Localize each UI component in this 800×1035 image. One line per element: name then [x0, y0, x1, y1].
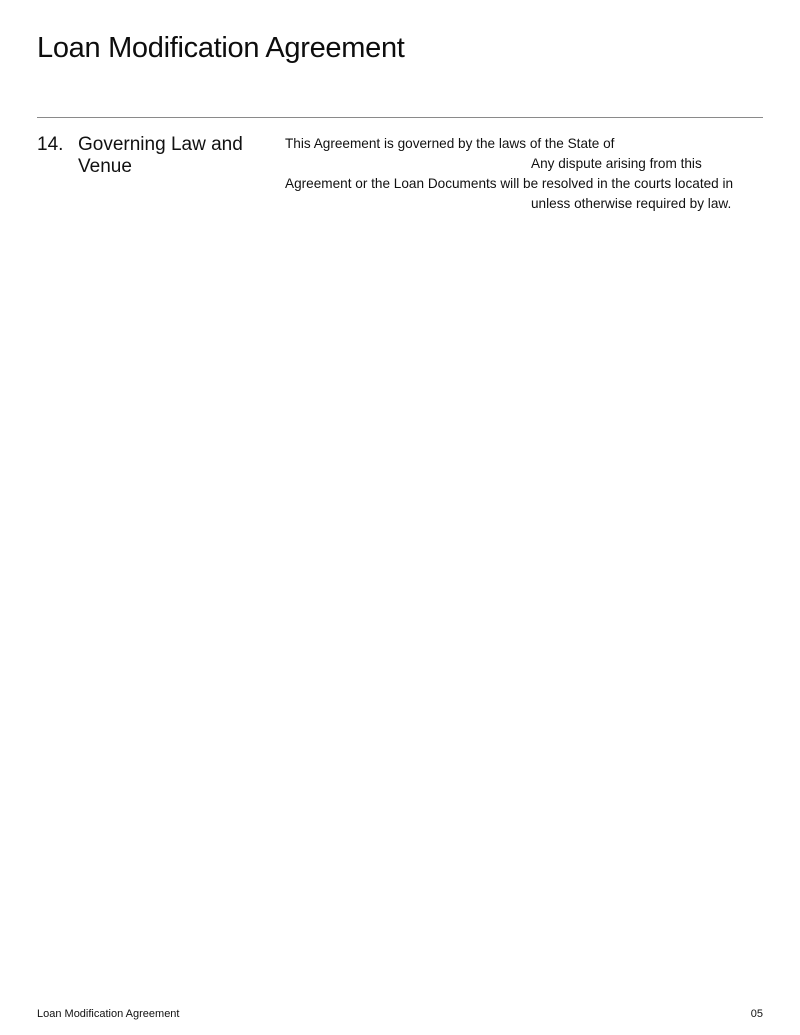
page-title: Loan Modification Agreement — [37, 32, 405, 64]
body-text: This Agreement is governed by the laws of the State of — [285, 136, 615, 151]
body-line-1 — [285, 134, 735, 154]
footer-document-title: Loan Modification Agreement — [37, 1008, 180, 1020]
body-line-2 — [285, 154, 735, 174]
title-divider — [37, 117, 763, 118]
body-text: Any dispute arising from this — [531, 156, 702, 171]
section-body — [285, 134, 735, 214]
body-line-3 — [285, 174, 735, 194]
section-number: 14. — [37, 134, 64, 155]
body-line-4 — [285, 194, 735, 214]
body-text: unless otherwise required by law. — [531, 196, 732, 211]
footer-page-number: 05 — [750, 1008, 763, 1020]
body-text: Agreement or the Loan Documents will be resolved in the courts located in — [285, 176, 734, 191]
section-heading: Governing Law and Venue — [78, 134, 243, 177]
